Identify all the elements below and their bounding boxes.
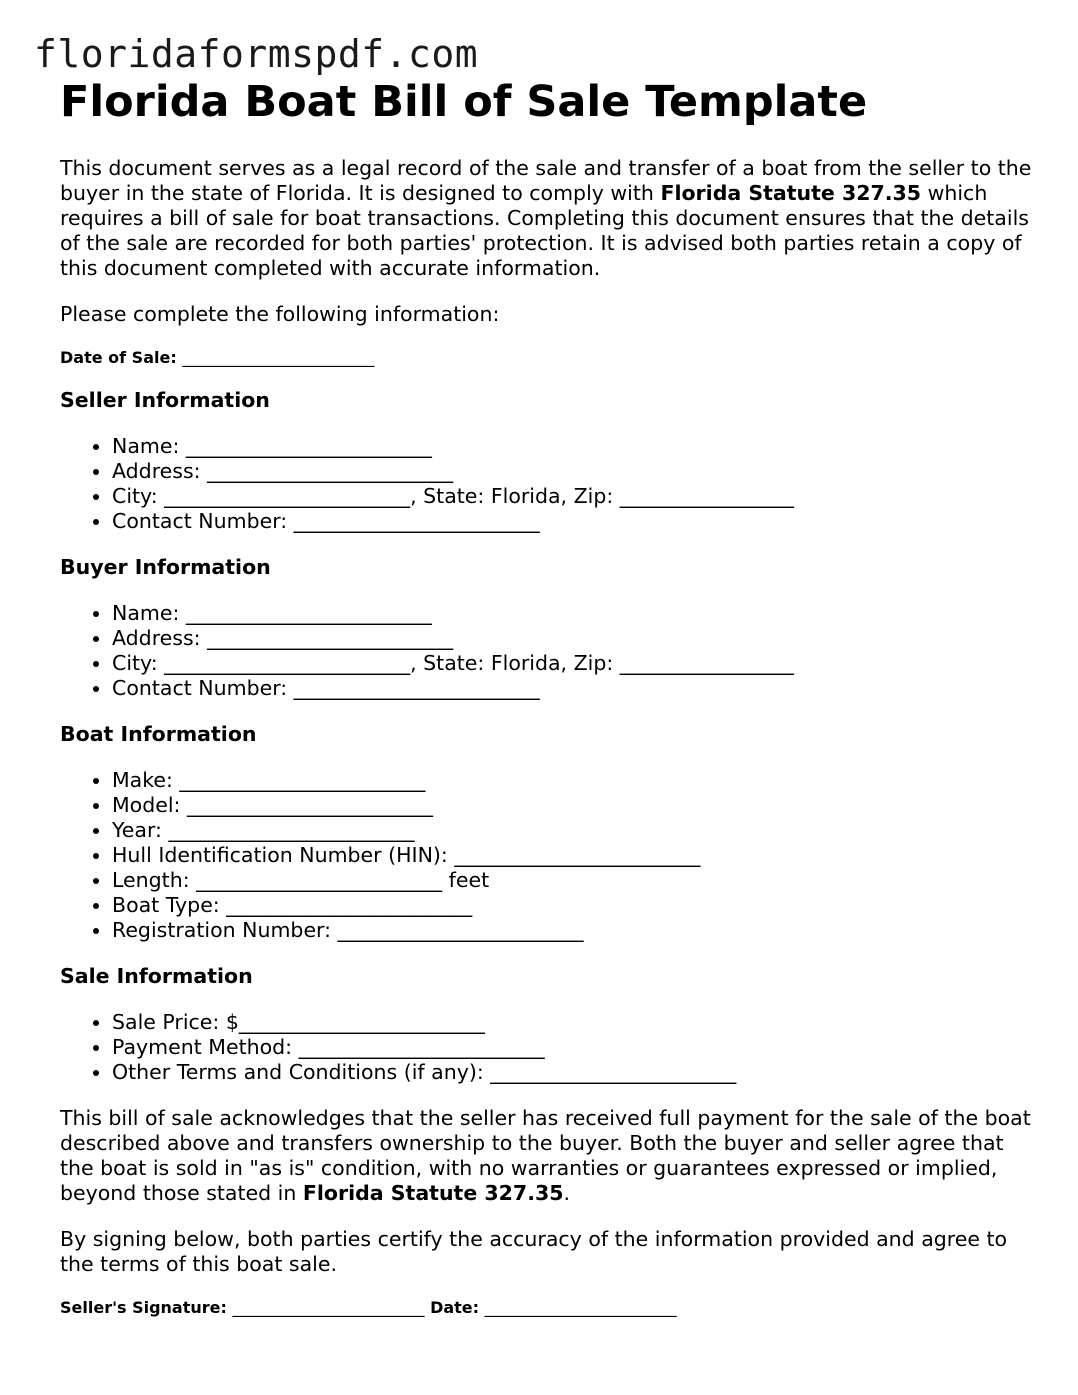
buyer-contact-field: • Contact Number: ________________________ bbox=[112, 676, 1035, 701]
buyer-city-state-zip-field: • City: ________________________, State: Florida, Zip: _________________ bbox=[112, 651, 1035, 676]
sale-field-list bbox=[60, 1010, 1035, 1085]
document-page bbox=[60, 74, 1035, 1317]
boat-year-field: • Year: ________________________ bbox=[112, 818, 1035, 843]
date-of-sale-field bbox=[60, 348, 1035, 367]
boat-model-field: • Model: ________________________ bbox=[112, 793, 1035, 818]
intro-paragraph bbox=[60, 156, 1035, 281]
date-of-sale-blank: ________________________ bbox=[182, 348, 375, 367]
boat-length-field: • Length: ________________________ feet bbox=[112, 868, 1035, 893]
acknowledgment-text-end: . bbox=[563, 1181, 571, 1205]
instructions-prompt: Please complete the following information: bbox=[60, 302, 500, 326]
statute-reference: Florida Statute 327.35 bbox=[660, 181, 922, 205]
sale-section-heading: Sale Information bbox=[60, 964, 253, 988]
certification-paragraph: By signing below, both parties certify the accuracy of the information provided and agree to the terms of this boat sale. bbox=[60, 1227, 1008, 1276]
boat-hin-field: • Hull Identification Number (HIN): ________________________ bbox=[112, 843, 1035, 868]
boat-field-list bbox=[60, 768, 1035, 943]
buyer-name-field: • Name: ________________________ bbox=[112, 601, 1035, 626]
seller-contact-field: • Contact Number: ________________________ bbox=[112, 509, 1035, 534]
buyer-section-heading: Buyer Information bbox=[60, 555, 271, 579]
seller-name-field: • Name: ________________________ bbox=[112, 434, 1035, 459]
other-terms-field: • Other Terms and Conditions (if any): ________________________ bbox=[112, 1060, 1035, 1085]
signature-date-label: Date: bbox=[430, 1298, 480, 1317]
seller-signature-label: Seller's Signature: bbox=[60, 1298, 227, 1317]
boat-registration-field: • Registration Number: ________________________ bbox=[112, 918, 1035, 943]
intro-text-end: which requires a bill of sale for boat transactions. Completing this document ensures that the details of the sale are recorded for both parties' protection. It is advised both parties retain a copy of this document completed with accurate information. bbox=[60, 181, 1029, 280]
acknowledgment-text-start: This bill of sale acknowledges that the seller has received full payment for the sale of the boat described above and transfers ownership to the buyer. Both the buyer and seller agree that the boat is sold in "as is" condition, with no warranties or guarantees expressed or implied, beyond those stated in bbox=[60, 1106, 1031, 1205]
signature-date-blank: ________________________ bbox=[484, 1298, 677, 1317]
intro-text-start: This document serves as a legal record of the sale and transfer of a boat from the seller to the buyer in the state of Florida. It is designed to comply with bbox=[60, 156, 1032, 205]
document-title: Florida Boat Bill of Sale Template bbox=[60, 77, 868, 127]
boat-section-heading: Boat Information bbox=[60, 722, 257, 746]
date-of-sale-label: Date of Sale: bbox=[60, 348, 177, 367]
seller-field-list bbox=[60, 434, 1035, 534]
acknowledgment-paragraph bbox=[60, 1106, 1035, 1206]
buyer-address-field: • Address: ________________________ bbox=[112, 626, 1035, 651]
boat-type-field: • Boat Type: ________________________ bbox=[112, 893, 1035, 918]
seller-address-field: • Address: ________________________ bbox=[112, 459, 1035, 484]
acknowledgment-statute-reference: Florida Statute 327.35 bbox=[302, 1181, 564, 1205]
seller-section-heading: Seller Information bbox=[60, 388, 270, 412]
boat-make-field: • Make: ________________________ bbox=[112, 768, 1035, 793]
sale-price-field: • Sale Price: $________________________ bbox=[112, 1010, 1035, 1035]
site-watermark: floridaformspdf.com bbox=[34, 32, 479, 76]
seller-city-state-zip-field: • City: ________________________, State: Florida, Zip: _________________ bbox=[112, 484, 1035, 509]
signature-line bbox=[60, 1298, 1035, 1317]
seller-signature-blank: ________________________ bbox=[232, 1298, 425, 1317]
payment-method-field: • Payment Method: ________________________ bbox=[112, 1035, 1035, 1060]
buyer-field-list bbox=[60, 601, 1035, 701]
